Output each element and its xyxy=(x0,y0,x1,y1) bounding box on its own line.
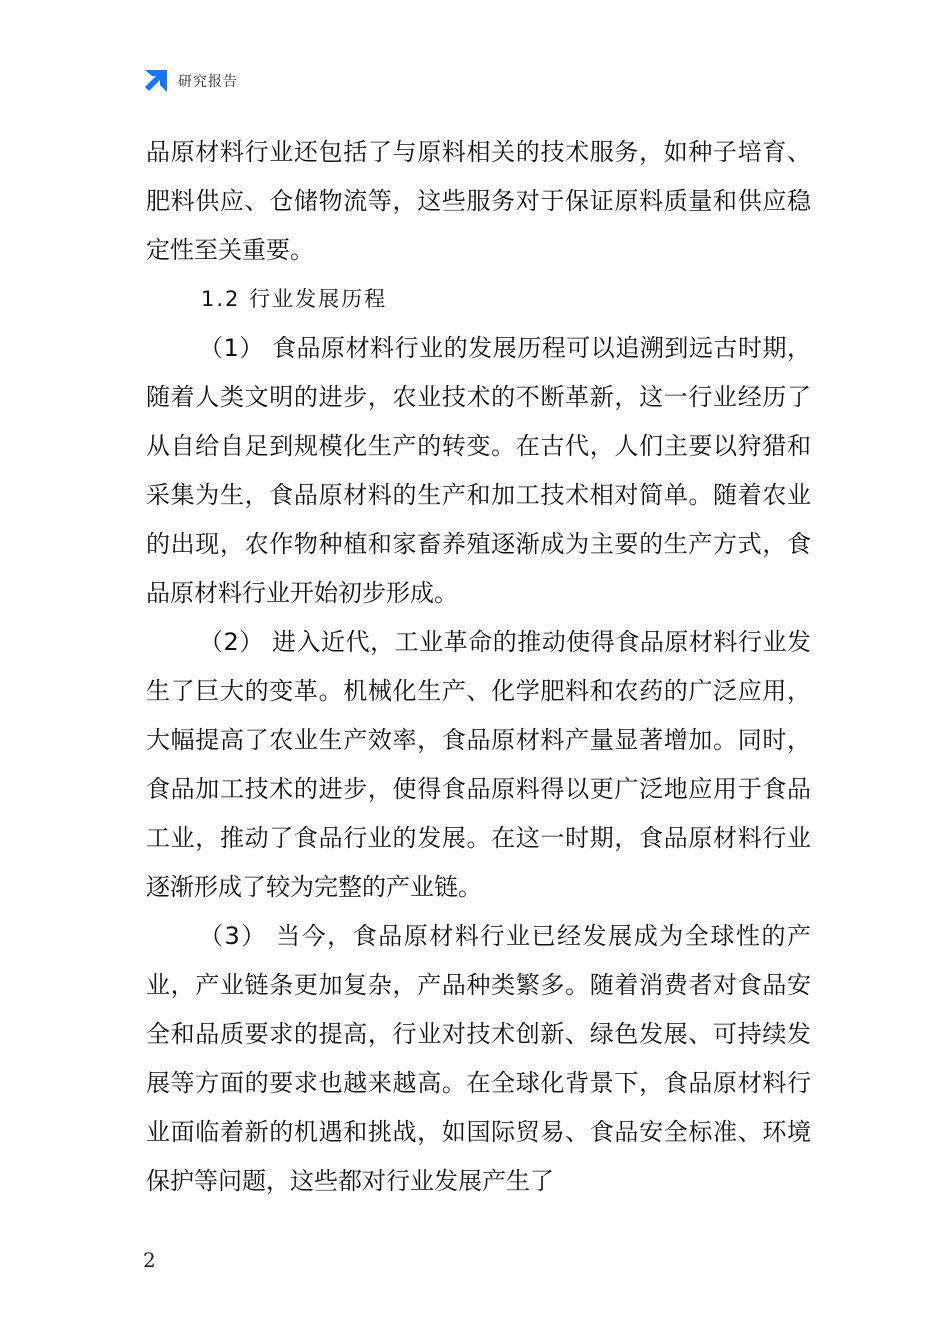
paragraph-2: （2） 进入近代，工业革命的推动使得食品原材料行业发生了巨大的变革。机械化生产、化学肥料和农药的广泛应用，大幅提高了农业生产效率，食品原材料产量显著增加。同时，食品加工技术的进步，使得食品原料得以更广泛地应用于食品工业，推动了食品行业的发展。在这一时期，食品原材料行业逐渐形成了较为完整的产业链。 xyxy=(146,628,811,901)
paragraph-continued: 品原材料行业还包括了与原料相关的技术服务，如种子培育、肥料供应、仓储物流等，这些服务对于保证原料质量和供应稳定性至关重要。 xyxy=(146,138,811,264)
section-heading: 1.2 行业发展历程 xyxy=(201,287,388,311)
paragraph-1: （1） 食品原材料行业的发展历程可以追溯到远古时期，随着人类文明的进步，农业技术的不断革新，这一行业经历了从自给自足到规模化生产的转变。在古代，人们主要以狩猎和采集为生，食品原材料的生产和加工技术相对简单。随着农业的出现，农作物种植和家畜养殖逐渐成为主要的生产方式，食品原材料行业开始初步形成。 xyxy=(146,334,811,607)
document-body xyxy=(146,128,811,1206)
paragraph-3: （3） 当今，食品原材料行业已经发展成为全球性的产业，产业链条更加复杂，产品种类繁多。随着消费者对食品安全和品质要求的提高，行业对技术创新、绿色发展、可持续发展等方面的要求也越来越高。在全球化背景下，食品原材料行业面临着新的机遇和挑战，如国际贸易、食品安全标准、环境保护等问题，这些都对行业发展产生了 xyxy=(146,922,811,1195)
page-header xyxy=(143,66,238,96)
arrow-up-right-logo-icon xyxy=(143,68,169,94)
header-title: 研究报告 xyxy=(178,74,238,90)
page-number: 2 xyxy=(143,1248,156,1272)
